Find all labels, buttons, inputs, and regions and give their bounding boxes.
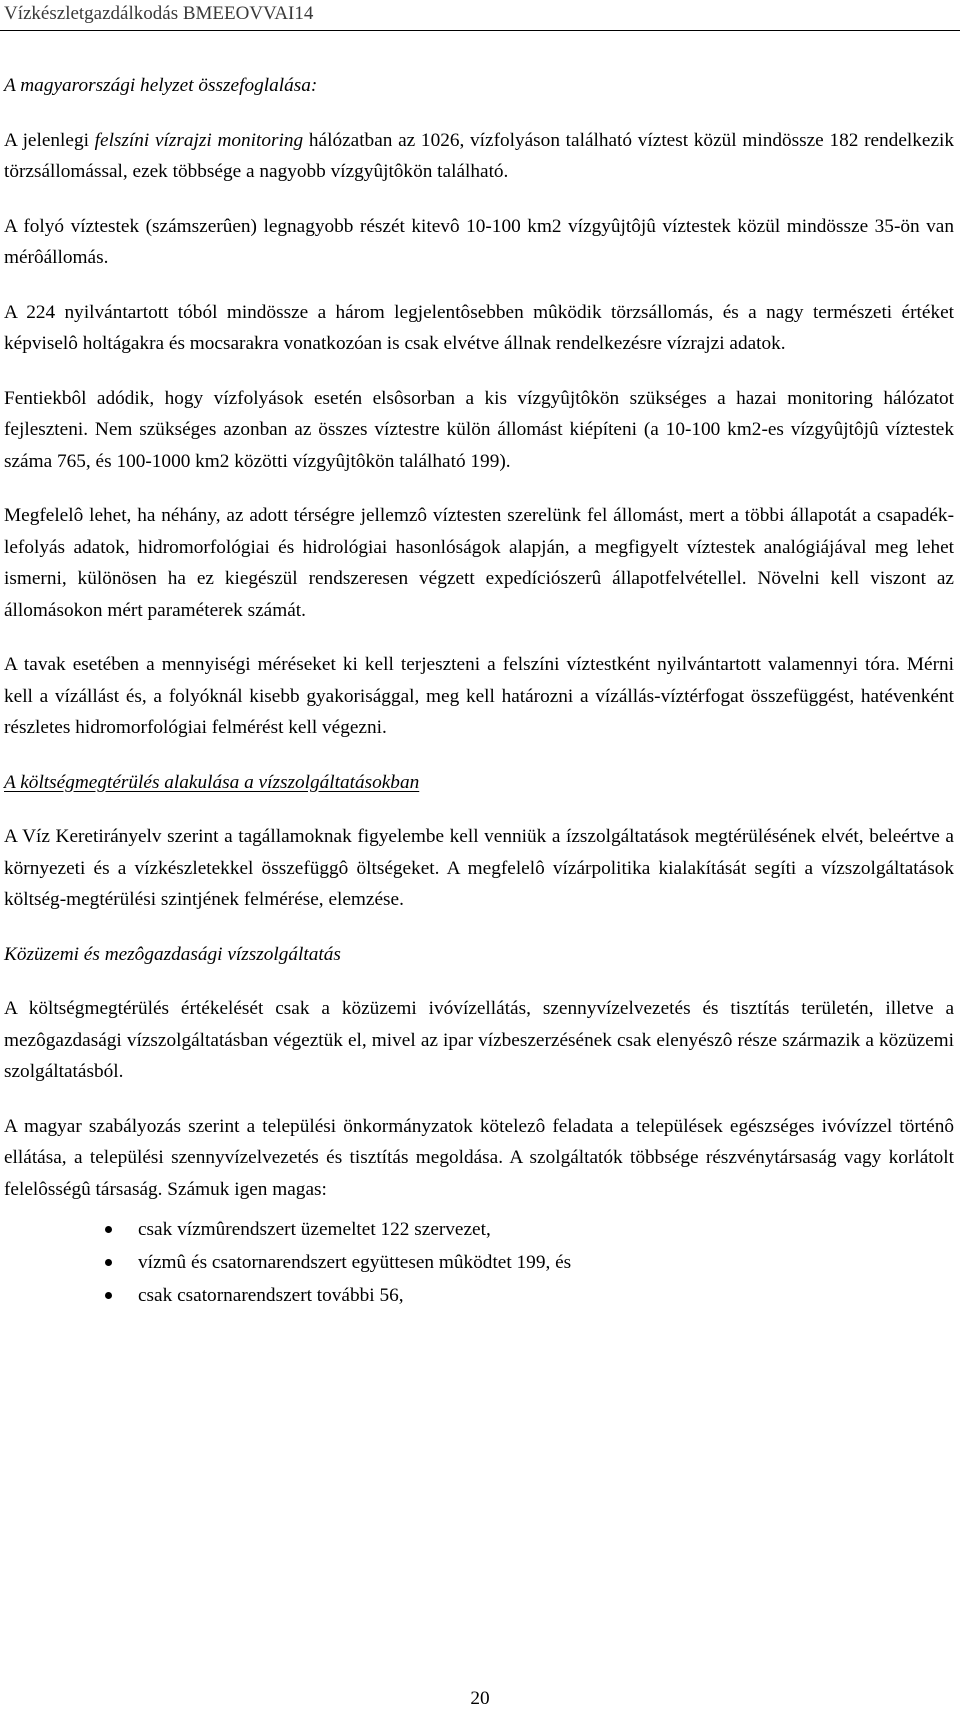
paragraph-monitoring-post: hálózatban az 1026, vízfolyáson található víztest közül mindössze 182 rendelkezik törzsállomással, ezek többsége a nagyobb vízgyûjtôkön található. [4,129,954,182]
paragraph-framework-directive: A Víz Keretirányelv szerint a tagállamoknak figyelembe kell venniük a ízszolgáltatások megtérülésének elvét, beleértve a környezeti és a vízkészletekkel összefüggô öltségeket. A megfelelô vízárpolitika kialakítását segíti a vízszolgáltatások költség-megtérülési szintjének felmérése, elemzése. [4,826,954,910]
paragraph-monitoring-pre: A jelenlegi [4,129,95,151]
section-heading-public-utility: Közüzemi és mezôgazdasági vízszolgáltatás [4,943,341,965]
paragraph-lake-measurements: A tavak esetében a mennyiségi méréseket ki kell terjeszteni a felszíni víztestként nyilvántartott valamennyi tóra. Mérni kell a vízállást és, a folyóknál kisebb gyakorisággal, meg kell határozni a vízállás-víztérfogat összefüggést, hatévenként részletes hidromorfológiai felmérést kell végezni. [4,654,954,738]
paragraph-regulation: A magyar szabályozás szerint a települési önkormányzatok kötelezô feladata a települések egészséges ivóvízzel történô ellátása, a települési szennyvízelvezetés és tisztítás megoldása. A szolgáltatók többsége részvénytársaság vagy korlátolt felelôsségû társaság. Számuk igen magas: [4,1115,954,1200]
paragraph-monitoring-emphasis: felszíni vízrajzi monitoring [94,129,304,151]
paragraph-development: Fentiekbôl adódik, hogy vízfolyások esetén elsôsorban a kis vízgyûjtôkön szükséges a hazai monitoring hálózatot fejleszteni. Nem szükséges azonban az összes víztestre külön állomást kiépíteni (a 10-100 km2-es vízgyûjtôjû víztestek száma 765, és 100-1000 km2 közötti vízgyûjtôkön található 199). [4,387,954,472]
paragraph-cost-evaluation: A költségmegtérülés értékelését csak a közüzemi ivóvízellátás, szennyvízelvezetés és tisztítás területén, illetve a mezôgazdasági vízszolgáltatásban végeztük el, mivel az ipar vízbeszerzésének csak elenyészô része származik a közüzemi szolgáltatásból. [4,998,954,1082]
list-item [138,1213,954,1246]
list-item [138,1279,954,1312]
list-item-text: vízmû és csatornarendszert együttesen mûködtet 199, és [138,1252,572,1273]
service-provider-list [4,1213,954,1312]
bullet-icon [105,1292,112,1299]
running-header: Vízkészletgazdálkodás BMEEOVVAI14 [4,3,314,24]
paragraph-lakes: A 224 nyilvántartott tóból mindössze a három legjelentôsebben mûködik törzsállomás, és a nagy természeti értéket képviselô holtágakra és mocsarakra vonatkozóan is csak elvétve állnak rendelkezésre vízrajzi adatok. [4,301,954,354]
document-body [4,70,954,1312]
list-item-text: csak vízmûrendszert üzemeltet 122 szervezet, [138,1219,491,1240]
section-heading-summary: A magyarországi helyzet összefoglalása: [4,75,318,96]
header-divider [0,30,960,31]
paragraph-stations: Megfelelô lehet, ha néhány, az adott térségre jellemzô víztesten szerelünk fel állomást, mert a többi állapotát a csapadék-lefolyás adatok, hidromorfológiai és hidrológiai hasonlóságok alapján, a megfigyelt víztestek analógiájával meg lehet ismerni, különösen ha ez kiegészül rendszeresen végzett expedíciószerû állapotfelvétellel. Növelni kell viszont az állomásokon mért paraméterek számát. [4,505,954,621]
section-heading-cost-recovery: A költségmegtérülés alakulása a vízszolgáltatásokban [4,771,420,793]
list-item [138,1246,954,1279]
list-item-text: csak csatornarendszert további 56, [138,1285,404,1306]
page-number: 20 [470,1688,490,1709]
paragraph-river-bodies: A folyó víztestek (számszerûen) legnagyobb részét kitevô 10-100 km2 vízgyûjtôjû víztestek közül mindössze 35-ön van mérôállomás. [4,215,954,268]
bullet-icon [105,1259,112,1266]
bullet-icon [105,1226,112,1233]
paragraph-monitoring [4,125,954,188]
